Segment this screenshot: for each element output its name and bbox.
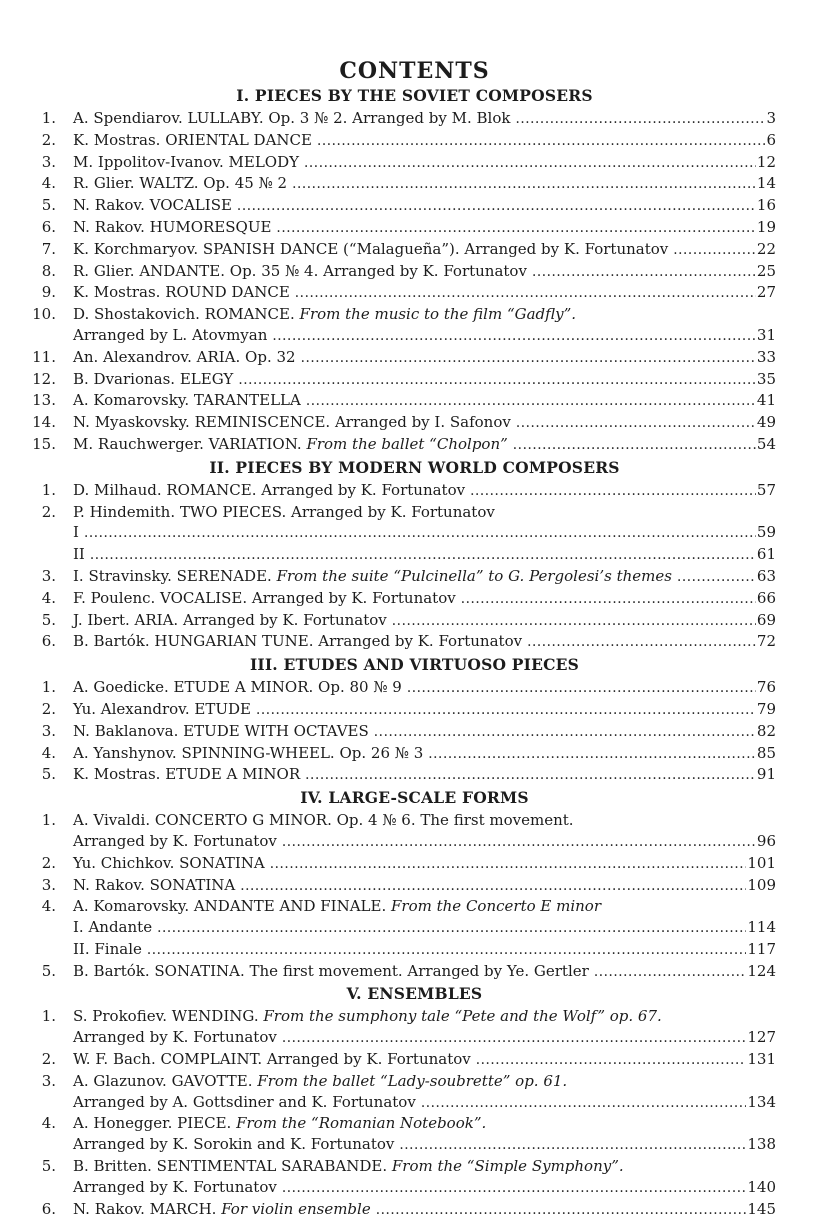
toc-item-row	[30, 304, 776, 325]
page-number: 31	[756, 325, 776, 344]
item-text-segment: A. Glazunov. GAVOTTE.	[73, 1071, 258, 1090]
toc-item-row	[30, 896, 776, 917]
dot-leader	[421, 1092, 747, 1114]
item-text-segment: Arranged by L. Atovmyan	[73, 325, 268, 344]
item-number: 14.	[32, 413, 56, 432]
toc-item-row	[30, 831, 776, 853]
item-title	[73, 610, 387, 631]
item-text-segment: Yu. Alexandrov. ETUDE	[73, 699, 251, 718]
page-number: 49	[756, 413, 776, 432]
toc-item-row	[30, 699, 776, 721]
item-text-segment: R. Glier. ANDANTE. Op. 35 № 4. Arranged by K. Fortunatov	[73, 261, 527, 280]
toc-item-row	[30, 566, 776, 588]
item-text-segment: II. Finale	[73, 939, 142, 958]
toc-item-row	[30, 1134, 776, 1156]
item-text-segment: N. Rakov. MARCH.	[73, 1199, 222, 1218]
toc-item-row	[30, 1071, 776, 1092]
item-text-segment: N. Rakov. VOCALISE	[73, 196, 232, 215]
dot-leader	[516, 412, 756, 434]
toc-item-row	[30, 412, 776, 434]
dot-leader	[470, 480, 756, 502]
dot-leader	[295, 282, 756, 304]
item-number: 3.	[41, 152, 56, 171]
dot-leader	[84, 522, 756, 544]
dot-leader	[399, 1134, 746, 1156]
toc-item-row	[30, 1049, 776, 1071]
toc-item-row	[30, 677, 776, 699]
item-number: 6.	[41, 1199, 56, 1218]
dot-leader	[240, 875, 746, 897]
dot-leader	[461, 588, 756, 610]
toc-item-row	[30, 261, 776, 283]
item-text-segment: A. Honegger. PIECE.	[73, 1114, 237, 1133]
item-title	[73, 1027, 277, 1048]
item-title	[73, 566, 672, 587]
dot-leader	[317, 130, 766, 152]
item-text-segment: B. Britten. SENTIMENTAL SARABANDE.	[73, 1157, 392, 1176]
page-number: 27	[756, 283, 776, 302]
item-number: 1.	[41, 678, 56, 697]
toc-sections	[30, 85, 776, 1220]
item-text-segment: Arranged by K. Fortunatov	[73, 1028, 277, 1047]
item-number: 2.	[41, 502, 56, 521]
page-number: 54	[756, 434, 776, 453]
dot-leader	[282, 831, 756, 853]
page-number: 101	[747, 853, 776, 872]
dot-leader	[237, 195, 756, 217]
item-subtitle-italic: From the ballet “Cholpon”	[306, 434, 508, 453]
item-subtitle-italic: From the sumphony tale “Pete and the Wolf” op. 67.	[263, 1007, 662, 1026]
section-heading: IV. LARGE-SCALE FORMS	[300, 788, 529, 808]
page-number: 6	[766, 130, 776, 149]
item-number: 1.	[41, 811, 56, 830]
toc-item-row	[30, 108, 776, 130]
item-text-segment: S. Prokofiev. WENDING.	[73, 1007, 264, 1026]
item-number: 4.	[41, 897, 56, 916]
dot-leader	[594, 961, 747, 983]
dot-leader	[292, 173, 756, 195]
page-number: 134	[747, 1092, 776, 1111]
item-number: 4.	[41, 743, 56, 762]
item-number: 1.	[41, 109, 56, 127]
page-number: 41	[756, 391, 776, 410]
page-number: 25	[756, 261, 776, 280]
item-title	[73, 631, 522, 652]
item-text-segment: D. Milhaud. ROMANCE. Arranged by K. Fortunatov	[73, 480, 466, 499]
page-number: 82	[756, 721, 776, 740]
toc-item-row	[30, 1156, 776, 1177]
dot-leader	[256, 699, 756, 721]
page-number: 66	[756, 588, 776, 607]
item-text-segment: M. Rauchwerger. VARIATION.	[73, 434, 307, 453]
section-heading: II. PIECES BY MODERN WORLD COMPOSERS	[209, 457, 620, 477]
page-number: 69	[756, 610, 776, 629]
item-title	[73, 896, 601, 917]
item-title	[73, 1113, 486, 1134]
item-title	[73, 1199, 371, 1220]
item-title	[73, 130, 312, 151]
item-text-segment: Arranged by A. Gottsdiner and K. Fortunatov	[73, 1092, 416, 1111]
toc-item-row	[30, 325, 776, 347]
item-number: 9.	[41, 283, 56, 302]
dot-leader	[305, 764, 756, 786]
item-title	[73, 961, 589, 982]
item-number: 6.	[41, 632, 56, 651]
toc-item-row	[30, 195, 776, 217]
page-number: 76	[756, 678, 776, 697]
toc-item-row	[30, 810, 776, 831]
toc-item-row	[30, 282, 776, 304]
page-number: 145	[747, 1199, 776, 1218]
toc-section	[30, 654, 776, 786]
item-title	[73, 699, 251, 720]
dot-leader	[532, 261, 756, 283]
toc-item-row	[30, 434, 776, 456]
page-number: 85	[756, 743, 776, 762]
dot-leader	[428, 743, 756, 765]
toc-item-row	[30, 764, 776, 786]
item-subtitle-italic: For violin ensemble	[221, 1199, 371, 1218]
item-title	[73, 544, 85, 565]
item-text-segment: Arranged by K. Fortunatov	[73, 831, 277, 850]
item-title	[73, 108, 510, 129]
item-title	[73, 369, 233, 390]
dot-leader	[673, 239, 756, 261]
toc-item-row	[30, 588, 776, 610]
item-text-segment: N. Myaskovsky. REMINISCENCE. Arranged by I. Safonov	[73, 413, 511, 432]
page-number: 114	[747, 918, 776, 937]
toc-item-row	[30, 1092, 776, 1114]
page-number: 131	[747, 1050, 776, 1069]
item-title	[73, 1134, 394, 1155]
page-number: 35	[756, 369, 776, 388]
toc-item-row	[30, 217, 776, 239]
page-number: 72	[756, 632, 776, 651]
dot-leader	[301, 347, 756, 369]
item-title	[73, 1049, 471, 1070]
item-number: 3.	[41, 1071, 56, 1090]
item-number: 2.	[41, 853, 56, 872]
page-number: 124	[747, 961, 776, 980]
item-number: 3.	[41, 875, 56, 894]
page-number: 3	[766, 109, 776, 127]
dot-leader	[515, 108, 765, 130]
page-number: 96	[756, 831, 776, 850]
item-title	[73, 1156, 624, 1177]
item-text-segment: A. Komarovsky. TARANTELLA	[73, 391, 301, 410]
page-number: 59	[756, 523, 776, 542]
dot-leader	[304, 152, 756, 174]
item-number: 5.	[41, 610, 56, 629]
dot-leader	[238, 369, 756, 391]
toc-item-row	[30, 1177, 776, 1199]
dot-leader	[147, 939, 746, 961]
item-title	[73, 875, 235, 896]
page-number: 16	[756, 196, 776, 215]
item-number: 2.	[41, 699, 56, 718]
item-number: 5.	[41, 1157, 56, 1176]
toc-item-row	[30, 347, 776, 369]
dot-leader	[476, 1049, 747, 1071]
item-number: 3.	[41, 721, 56, 740]
toc-item-row	[30, 130, 776, 152]
item-title	[73, 217, 271, 238]
dot-leader	[376, 1199, 747, 1220]
item-text-segment: Arranged by K. Sorokin and K. Fortunatov	[73, 1135, 395, 1154]
item-subtitle-italic: From the music to the film “Gadfly”.	[299, 305, 577, 324]
toc-item-row	[30, 1006, 776, 1027]
item-text-segment: F. Poulenc. VOCALISE. Arranged by K. Fortunatov	[73, 588, 456, 607]
item-number: 1.	[41, 1007, 56, 1026]
item-number: 12.	[32, 369, 56, 388]
item-text-segment: Yu. Chichkov. SONATINA	[73, 853, 265, 872]
item-text-segment: M. Ippolitov-Ivanov. MELODY	[73, 152, 300, 171]
item-text-segment: A. Yanshynov. SPINNING-WHEEL. Op. 26 № 3	[73, 743, 424, 762]
page-number: 63	[756, 566, 776, 585]
toc-item-row	[30, 173, 776, 195]
item-number: 10.	[32, 305, 56, 324]
item-text-segment: A. Spendiarov. LULLABY. Op. 3 № 2. Arranged by M. Blok	[73, 109, 511, 127]
item-title	[73, 917, 152, 938]
item-number: 3.	[41, 566, 56, 585]
item-text-segment: B. Dvarionas. ELEGY	[73, 369, 234, 388]
item-text-segment: P. Hindemith. TWO PIECES. Arranged by K. Fortunatov	[73, 502, 495, 521]
section-heading: V. ENSEMBLES	[346, 984, 483, 1004]
item-text-segment: A. Vivaldi. CONCERTO G MINOR. Op. 4 № 6. The first movement.	[73, 811, 574, 830]
item-text-segment: K. Mostras. ETUDE A MINOR	[73, 765, 301, 784]
item-text-segment: N. Rakov. HUMORESQUE	[73, 217, 272, 236]
item-title	[73, 325, 267, 346]
page-number: 79	[756, 699, 776, 718]
dot-leader	[282, 1177, 747, 1199]
item-text-segment: W. F. Bach. COMPLAINT. Arranged by K. Fortunatov	[73, 1050, 471, 1069]
item-number: 15.	[32, 434, 56, 453]
item-number: 6.	[41, 217, 56, 236]
toc-item-row	[30, 480, 776, 502]
item-title	[73, 173, 287, 194]
dot-leader	[270, 853, 747, 875]
dot-leader	[157, 917, 746, 939]
item-text-segment: N. Baklanova. ETUDE WITH OCTAVES	[73, 721, 369, 740]
item-title	[73, 810, 574, 831]
toc-item-row	[30, 961, 776, 983]
section-heading: I. PIECES BY THE SOVIET COMPOSERS	[236, 86, 593, 105]
page-number: 22	[756, 239, 776, 258]
item-text-segment: Arranged by K. Fortunatov	[73, 1177, 277, 1196]
item-title	[73, 304, 576, 325]
item-number: 4.	[41, 1114, 56, 1133]
dot-leader	[272, 325, 756, 347]
dot-leader	[306, 390, 756, 412]
item-title	[73, 502, 495, 523]
toc-item-row	[30, 369, 776, 391]
item-title	[73, 764, 300, 785]
toc-item-row	[30, 544, 776, 566]
item-subtitle-italic: From the ballet “Lady-soubrette” op. 61.	[257, 1071, 568, 1090]
item-title	[73, 412, 511, 433]
item-title	[73, 588, 456, 609]
item-title	[73, 853, 265, 874]
section-heading: III. ETUDES AND VIRTUOSO PIECES	[249, 655, 580, 675]
page-number: 61	[756, 545, 776, 564]
item-title	[73, 434, 508, 455]
item-title	[73, 347, 296, 368]
item-text-segment: A. Komarovsky. ANDANTE AND FINALE.	[73, 897, 392, 916]
item-title	[73, 831, 277, 852]
page-number: 12	[756, 152, 776, 171]
item-title	[73, 1006, 662, 1027]
toc-item-row	[30, 631, 776, 653]
item-number: 2.	[41, 130, 56, 149]
page-number: 19	[756, 217, 776, 236]
item-title	[73, 282, 290, 303]
item-title	[73, 1177, 277, 1198]
item-text-segment: K. Mostras. ORIENTAL DANCE	[73, 130, 312, 149]
dot-leader	[374, 721, 756, 743]
item-text-segment: N. Rakov. SONATINA	[73, 875, 236, 894]
page-number: 109	[747, 875, 776, 894]
item-text-segment: J. Ibert. ARIA. Arranged by K. Fortunatov	[73, 610, 387, 629]
item-title	[73, 939, 142, 960]
toc-item-row	[30, 743, 776, 765]
item-number: 13.	[32, 391, 56, 410]
item-number: 5.	[41, 196, 56, 215]
dot-leader	[527, 631, 756, 653]
toc-item-row	[30, 853, 776, 875]
toc-item-row	[30, 721, 776, 743]
page-number: 57	[756, 480, 776, 499]
item-number: 1.	[41, 480, 56, 499]
page-number: 14	[756, 174, 776, 193]
item-number: 4.	[41, 174, 56, 193]
page-number: 33	[756, 347, 776, 366]
item-title	[73, 1071, 567, 1092]
item-text-segment: I	[73, 523, 79, 542]
item-title	[73, 743, 423, 764]
item-subtitle-italic: From the Concerto E minor	[391, 897, 601, 916]
toc-item-row	[30, 239, 776, 261]
item-title	[73, 239, 668, 260]
toc-item-row	[30, 390, 776, 412]
page-number: 140	[747, 1177, 776, 1196]
item-title	[73, 1092, 416, 1113]
item-text-segment: B. Bartók. SONATINA. The first movement. Arranged by Ye. Gertler	[73, 961, 589, 980]
dot-leader	[276, 217, 755, 239]
item-text-segment: R. Glier. WALTZ. Op. 45 № 2	[73, 174, 288, 193]
page-number: 138	[747, 1135, 776, 1154]
dot-leader	[90, 544, 756, 566]
item-title	[73, 152, 299, 173]
item-title	[73, 721, 369, 742]
item-title	[73, 261, 527, 282]
toc-item-row	[30, 875, 776, 897]
dot-leader	[282, 1027, 747, 1049]
item-title	[73, 677, 402, 698]
toc-item-row	[30, 610, 776, 632]
item-text-segment: K. Korchmaryov. SPANISH DANCE (“Malagueña”). Arranged by K. Fortunatov	[73, 239, 669, 258]
item-number: 7.	[41, 239, 56, 258]
item-title	[73, 390, 301, 411]
dot-leader	[677, 566, 756, 588]
toc-section	[30, 787, 776, 982]
item-text-segment: A. Goedicke. ETUDE A MINOR. Op. 80 № 9	[73, 678, 402, 697]
item-subtitle-italic: From the “Simple Symphony”.	[391, 1157, 624, 1176]
item-title	[73, 195, 232, 216]
item-number: 5.	[41, 765, 56, 784]
item-number: 11.	[32, 347, 56, 366]
toc-section	[30, 983, 776, 1220]
toc-section	[30, 457, 776, 653]
item-number: 5.	[41, 961, 56, 980]
item-text-segment: II	[73, 545, 85, 564]
dot-leader	[513, 434, 756, 456]
toc-item-row	[30, 1027, 776, 1049]
toc-section	[30, 85, 776, 456]
item-number: 2.	[41, 1050, 56, 1069]
toc-item-row	[30, 917, 776, 939]
dot-leader	[407, 677, 756, 699]
item-text-segment: B. Bartók. HUNGARIAN TUNE. Arranged by K. Fortunatov	[73, 632, 523, 651]
item-subtitle-italic: From the “Romanian Notebook”.	[236, 1114, 487, 1133]
page-number: 117	[747, 939, 776, 958]
toc-item-row	[30, 522, 776, 544]
item-text-segment: I. Stravinsky. SERENADE.	[73, 566, 277, 585]
toc-item-row	[30, 502, 776, 523]
item-title	[73, 522, 79, 543]
toc-item-row	[30, 1199, 776, 1220]
item-text-segment: I. Andante	[73, 918, 153, 937]
item-text-segment: An. Alexandrov. ARIA. Op. 32	[73, 347, 296, 366]
item-title	[73, 480, 465, 501]
page-number: 91	[756, 765, 776, 784]
page-number: 127	[747, 1028, 776, 1047]
toc-item-row	[30, 939, 776, 961]
toc-item-row	[30, 1113, 776, 1134]
item-text-segment: K. Mostras. ROUND DANCE	[73, 283, 290, 302]
item-number: 4.	[41, 588, 56, 607]
toc-item-row	[30, 152, 776, 174]
item-subtitle-italic: From the suite “Pulcinella” to G. Pergolesi’s themes	[276, 566, 672, 585]
item-text-segment: D. Shostakovich. ROMANCE.	[73, 305, 300, 324]
dot-leader	[392, 610, 756, 632]
page-title: CONTENTS	[339, 58, 490, 84]
item-number: 8.	[41, 261, 56, 280]
